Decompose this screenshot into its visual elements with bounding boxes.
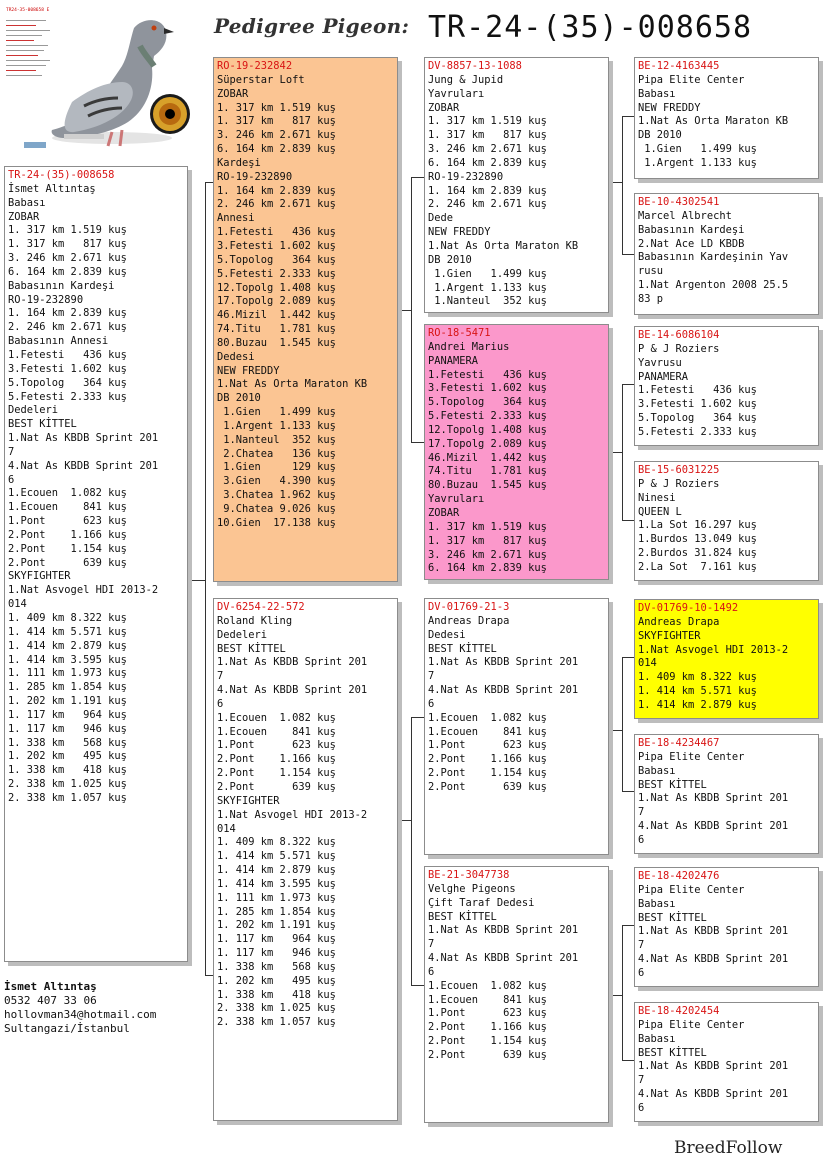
pedigree-line: 3. 246 km 2.671 kuş: [428, 143, 547, 156]
pedigree-line: 2.Burdos 31.824 kuş: [638, 547, 757, 560]
pedigree-line: Kardeşi: [217, 156, 261, 169]
pedigree-line: 2.Nat Ace LD KBDB: [638, 237, 745, 250]
pedigree-line: 80.Buzau 1.545 kuş: [428, 479, 547, 492]
pedigree-line: 5.Topolog 364 kuş: [8, 376, 127, 389]
pedigree-line: BEST KİTTEL: [428, 910, 497, 923]
pedigree-line: 6: [638, 966, 645, 979]
pedigree-line: Andreas Drapa: [638, 615, 720, 628]
pedigree-line: 1. 414 km 2.879 kuş: [8, 639, 127, 652]
pedigree-line: 014: [217, 822, 236, 835]
pedigree-box-dam-sire-dam[interactable]: [634, 734, 819, 854]
connector-line: [205, 182, 213, 183]
ring-number: DV-01769-21-3: [428, 601, 510, 613]
pedigree-line: 1.Gien 1.499 kuş: [638, 143, 757, 156]
pedigree-line: 1.Pont 623 kuş: [8, 515, 127, 528]
pedigree-line: 5.Topolog 364 kuş: [217, 253, 336, 266]
pedigree-box-dam-sire[interactable]: [424, 598, 609, 855]
pedigree-line: 3. 246 km 2.671 kuş: [8, 252, 127, 265]
ring-number: BE-21-3047738: [428, 869, 510, 881]
pedigree-line: 1. 414 km 3.595 kuş: [217, 877, 336, 890]
pedigree-line: 1.Nanteul 352 kuş: [428, 295, 547, 308]
pedigree-line: rusu: [638, 265, 664, 278]
pedigree-line: 1.Fetesti 436 kuş: [428, 368, 547, 381]
pedigree-line: BEST KİTTEL: [217, 642, 286, 655]
pedigree-line: Babasının Kardeşi: [638, 223, 745, 236]
pedigree-line: 1. 338 km 568 kuş: [217, 960, 336, 973]
pedigree-line: Andrei Marius: [428, 340, 510, 353]
pedigree-line: 74.Titu 1.781 kuş: [217, 323, 336, 336]
pedigree-line: 1. 317 km 1.519 kuş: [8, 224, 127, 237]
pedigree-line: Babası: [638, 1032, 676, 1045]
pedigree-line: 1.Nat As KBDB Sprint 201: [638, 792, 789, 805]
pedigree-line: 6. 164 km 2.839 kuş: [8, 265, 127, 278]
connector-line: [205, 182, 206, 975]
pedigree-line: 5.Topolog 364 kuş: [638, 412, 757, 425]
pedigree-line: 9.Chatea 9.026 kuş: [217, 503, 336, 515]
pedigree-line: 7: [638, 806, 645, 819]
pedigree-line: 2.Pont 1.154 kuş: [217, 767, 336, 780]
owner-phone[interactable]: 0532 407 33 06: [4, 994, 97, 1007]
pedigree-line: Pipa Elite Center: [638, 73, 745, 86]
pedigree-line: 12.Topolg 1.408 kuş: [217, 281, 336, 294]
pedigree-line: SKYFIGHTER: [638, 629, 701, 642]
pedigree-line: SKYFIGHTER: [217, 794, 280, 807]
subject-ring-number: TR-24-(35)-008658: [428, 10, 753, 45]
connector-line: [622, 116, 634, 117]
pedigree-line: 1. 338 km 568 kuş: [8, 736, 127, 749]
page-title: Pedigree Pigeon:: [214, 14, 410, 38]
pedigree-line: Babası: [8, 196, 46, 209]
pedigree-line: 5.Fetesti 2.333 kuş: [217, 267, 336, 280]
pedigree-box-dam-dam-dam[interactable]: [634, 1002, 819, 1122]
pedigree-box-sire-sire[interactable]: [424, 57, 609, 313]
pedigree-line: 1. 414 km 5.571 kuş: [8, 625, 127, 638]
pedigree-line: 1. 111 km 1.973 kuş: [8, 667, 127, 680]
ring-number: BE-12-4163445: [638, 60, 720, 72]
pedigree-line: Babasının Kardeşi: [8, 279, 115, 292]
connector-line: [609, 995, 623, 996]
pedigree-line: 80.Buzau 1.545 kuş: [217, 336, 336, 349]
pedigree-line: 4.Nat As KBDB Sprint 201: [638, 953, 789, 966]
pedigree-line: P & J Roziers: [638, 342, 720, 355]
ring-number: BE-10-4302541: [638, 196, 720, 208]
pedigree-line: 2.Pont 1.166 kuş: [217, 753, 336, 766]
connector-line: [411, 177, 424, 178]
pedigree-line: PANAMERA: [428, 354, 479, 367]
pedigree-line: 1.Nat As KBDB Sprint 201: [638, 925, 789, 938]
pedigree-line: RO-19-232890: [8, 293, 84, 306]
pedigree-line: 1. 164 km 2.839 kuş: [8, 307, 127, 320]
pedigree-line: 1.Argent 1.133 kuş: [638, 156, 757, 169]
pedigree-line: 2.Pont 639 kuş: [428, 1048, 547, 1061]
pedigree-line: 1.La Sot 16.297 kuş: [638, 519, 757, 532]
pedigree-line: 1.Fetesti 436 kuş: [217, 226, 336, 239]
pedigree-line: 1. 202 km 1.191 kuş: [217, 919, 336, 932]
pedigree-box-sire-dam-dam[interactable]: [634, 461, 819, 581]
pedigree-line: 1. 285 km 1.854 kuş: [217, 905, 336, 918]
pedigree-line: Süperstar Loft: [217, 73, 305, 86]
pedigree-line: ZOBAR: [428, 506, 460, 519]
pedigree-line: 1.Gien 129 kuş: [217, 461, 336, 474]
pigeon-thumbnail[interactable]: [4, 6, 190, 158]
pedigree-line: 1. 409 km 8.322 kuş: [8, 612, 127, 624]
pedigree-line: 1.Ecouen 841 kuş: [428, 725, 547, 738]
pedigree-line: 6. 164 km 2.839 kuş: [428, 562, 547, 575]
pedigree-line: 1.Fetesti 436 kuş: [8, 348, 127, 361]
pedigree-line: 1.Ecouen 1.082 kuş: [428, 711, 547, 724]
connector-line: [622, 925, 623, 1060]
pedigree-line: Babası: [638, 764, 676, 777]
pedigree-line: 2.Chatea 136 kuş: [217, 447, 336, 460]
ring-number: DV-01769-10-1492: [638, 602, 739, 614]
pedigree-line: 1. 317 km 1.519 kuş: [217, 101, 336, 114]
pedigree-line: 2.Pont 1.166 kuş: [8, 528, 127, 541]
pedigree-line: 1. 414 km 5.571 kuş: [217, 850, 336, 863]
pedigree-line: 1. 202 km 495 kuş: [217, 974, 336, 987]
pedigree-line: QUEEN L: [638, 505, 682, 518]
pedigree-line: ZOBAR: [217, 87, 249, 100]
pedigree-line: 1. 317 km 817 kuş: [217, 115, 336, 128]
pedigree-line: NEW FREDDY: [217, 364, 280, 377]
pedigree-line: 3.Fetesti 1.602 kuş: [428, 382, 547, 395]
connector-line: [411, 717, 412, 985]
connector-line: [205, 975, 213, 976]
pedigree-line: PANAMERA: [638, 370, 689, 383]
pedigree-line: 1. 202 km 495 kuş: [8, 750, 127, 763]
pedigree-line: 1. 414 km 2.879 kuş: [638, 698, 757, 711]
pedigree-line: 1.Nanteul 352 kuş: [217, 433, 336, 446]
pedigree-line: 3.Gien 4.390 kuş: [217, 475, 336, 488]
pedigree-line: 1. 317 km 817 kuş: [8, 238, 127, 251]
ring-number: BE-18-4234467: [638, 737, 720, 749]
pedigree-line: 1. 117 km 946 kuş: [8, 722, 127, 735]
pedigree-line: 2. 246 km 2.671 kuş: [8, 321, 127, 334]
pedigree-line: Jung & Jupid: [428, 73, 504, 86]
pedigree-line: 1.Nat As Orta Maraton KB: [638, 115, 789, 128]
pedigree-line: 014: [638, 657, 657, 670]
pedigree-line: 6. 164 km 2.839 kuş: [428, 156, 547, 169]
connector-line: [411, 177, 412, 442]
pedigree-line: 1. 414 km 3.595 kuş: [8, 653, 127, 666]
pedigree-line: 1. 117 km 964 kuş: [217, 933, 336, 946]
pedigree-line: 1.Nat As KBDB Sprint 201: [428, 656, 579, 669]
pedigree-line: 1.Ecouen 841 kuş: [428, 993, 547, 1006]
owner-contact: [4, 980, 156, 1036]
pedigree-line: 6: [428, 697, 435, 710]
pedigree-line: 1.Gien 1.499 kuş: [428, 267, 547, 280]
pedigree-line: Çift Taraf Dedesi: [428, 896, 535, 909]
pedigree-line: 1.Burdos 13.049 kuş: [638, 533, 757, 546]
pedigree-box-sire-sire-dam[interactable]: [634, 193, 819, 315]
pedigree-line: 1. 285 km 1.854 kuş: [8, 681, 127, 694]
pedigree-line: 2.Pont 1.166 kuş: [428, 1021, 547, 1034]
pedigree-box-sire[interactable]: [213, 57, 398, 582]
pedigree-line: 4.Nat As KBDB Sprint 201: [8, 459, 159, 472]
connector-line: [411, 442, 424, 443]
pedigree-line: 46.Mizil 1.442 kuş: [217, 309, 336, 322]
pedigree-line: 1.Ecouen 841 kuş: [8, 501, 127, 514]
pedigree-line: 5.Fetesti 2.333 kuş: [428, 410, 547, 423]
ring-number: RO-19-232842: [217, 60, 293, 72]
pedigree-line: 1.Nat Asvogel HDI 2013-2: [8, 584, 159, 597]
connector-line: [411, 985, 424, 986]
pedigree-line: Andreas Drapa: [428, 614, 510, 627]
pedigree-line: 2.Pont 1.154 kuş: [8, 542, 127, 555]
pedigree-line: 1. 117 km 946 kuş: [217, 947, 336, 960]
pedigree-line: Babası: [638, 897, 676, 910]
pedigree-line: Dedesi: [428, 628, 466, 641]
pedigree-line: SKYFIGHTER: [8, 570, 71, 583]
pedigree-line: Dedeleri: [217, 628, 268, 641]
pedigree-line: P & J Roziers: [638, 477, 720, 490]
pedigree-line: 3.Fetesti 1.602 kuş: [8, 362, 127, 375]
pedigree-line: ZOBAR: [8, 210, 40, 223]
pedigree-line: 1.Nat Asvogel HDI 2013-2: [638, 643, 789, 656]
owner-name: İsmet Altıntaş: [4, 980, 97, 993]
pedigree-line: 4.Nat As KBDB Sprint 201: [428, 684, 579, 697]
pedigree-line: 1.Argent 1.133 kuş: [217, 419, 336, 432]
pedigree-line: 1.Ecouen 1.082 kuş: [8, 487, 127, 500]
pedigree-line: 2. 246 km 2.671 kuş: [428, 198, 547, 211]
pedigree-line: 7: [428, 670, 435, 683]
pedigree-line: 6: [638, 833, 645, 846]
pedigree-line: 1. 317 km 1.519 kuş: [428, 115, 547, 128]
pedigree-line: 1. 414 km 5.571 kuş: [638, 685, 757, 698]
pedigree-line: 3.Fetesti 1.602 kuş: [217, 239, 336, 252]
pedigree-line: 17.Topolg 2.089 kuş: [428, 437, 547, 450]
pedigree-line: 1. 414 km 2.879 kuş: [217, 864, 336, 877]
connector-line: [622, 657, 634, 658]
connector-line: [622, 657, 623, 791]
pedigree-line: Velghe Pigeons: [428, 882, 516, 895]
connector-line: [609, 452, 623, 453]
pedigree-line: Roland Kling: [217, 614, 293, 627]
pedigree-line: Babası: [638, 87, 676, 100]
pedigree-line: 1. 164 km 2.839 kuş: [217, 184, 336, 197]
pedigree-line: 1.Nat As KBDB Sprint 201: [8, 432, 159, 445]
pedigree-line: 7: [8, 445, 15, 458]
pedigree-line: 4.Nat As KBDB Sprint 201: [428, 952, 579, 965]
pedigree-line: 3.Fetesti 1.602 kuş: [638, 398, 757, 411]
pedigree-line: 74.Titu 1.781 kuş: [428, 465, 547, 478]
pedigree-line: Babasının Kardeşinin Yav: [638, 251, 789, 264]
pedigree-line: 2.La Sot 7.161 kuş: [638, 560, 757, 573]
pedigree-line: 5.Topolog 364 kuş: [428, 396, 547, 409]
pedigree-line: 1. 317 km 817 kuş: [428, 534, 547, 547]
pedigree-line: 83 p: [638, 292, 664, 305]
pedigree-line: Babasının Annesi: [8, 335, 109, 348]
pedigree-line: 7: [638, 939, 645, 952]
ring-number: RO-18-5471: [428, 327, 491, 339]
pedigree-line: BEST KİTTEL: [638, 911, 707, 924]
pedigree-line: 2. 338 km 1.025 kuş: [217, 1002, 336, 1015]
pedigree-line: 3. 246 km 2.671 kuş: [217, 129, 336, 142]
connector-line: [609, 730, 623, 731]
connector-line: [622, 520, 634, 521]
pedigree-line: 6: [8, 473, 15, 486]
pedigree-box-dam-dam-sire[interactable]: [634, 867, 819, 987]
pedigree-box-dam-sire-sire[interactable]: [634, 599, 819, 719]
pedigree-line: BEST KİTTEL: [638, 1046, 707, 1059]
ring-number: TR-24-(35)-008658: [8, 169, 115, 181]
pedigree-line: Pipa Elite Center: [638, 750, 745, 763]
pedigree-line: Yavruları: [428, 87, 485, 100]
pedigree-line: 6. 164 km 2.839 kuş: [217, 143, 336, 156]
pedigree-line: 4.Nat As KBDB Sprint 201: [638, 820, 789, 833]
ring-number: BE-14-6086104: [638, 329, 720, 341]
pedigree-line: NEW FREDDY: [638, 101, 701, 114]
pedigree-line: 5.Fetesti 2.333 kuş: [8, 390, 127, 403]
pedigree-line: 1.Nat Asvogel HDI 2013-2: [217, 808, 368, 821]
pedigree-line: 1.Ecouen 1.082 kuş: [428, 979, 547, 992]
pedigree-line: Dedesi: [217, 350, 255, 363]
pedigree-line: 1.Ecouen 841 kuş: [217, 725, 336, 738]
pedigree-line: 5.Fetesti 2.333 kuş: [638, 425, 757, 438]
pedigree-line: 1.Ecouen 1.082 kuş: [217, 711, 336, 724]
pedigree-line: Yavrusu: [638, 356, 682, 369]
pedigree-line: 1. 164 km 2.839 kuş: [428, 184, 547, 197]
connector-line: [411, 717, 424, 718]
ring-number: BE-18-4202454: [638, 1005, 720, 1017]
pedigree-line: Annesi: [217, 212, 255, 225]
pedigree-line: 6: [217, 697, 224, 710]
pedigree-line: İsmet Altıntaş: [8, 182, 96, 195]
pedigree-line: 7: [638, 1074, 645, 1087]
owner-city: Sultangazi/İstanbul: [4, 1022, 130, 1035]
pedigree-line: DB 2010: [217, 392, 261, 405]
pedigree-line: 1.Nat As Orta Maraton KB: [217, 378, 368, 391]
pigeon-image: [4, 6, 190, 158]
pedigree-line: 1.Nat As KBDB Sprint 201: [638, 1060, 789, 1073]
pedigree-line: 2. 246 km 2.671 kuş: [217, 198, 336, 211]
pedigree-line: 2.Pont 1.154 kuş: [428, 1035, 547, 1048]
pedigree-line: 3. 246 km 2.671 kuş: [428, 548, 547, 561]
pedigree-box-dam[interactable]: [213, 598, 398, 1121]
pedigree-line: 2. 338 km 1.057 kuş: [217, 1016, 336, 1029]
pedigree-line: RO-19-232890: [428, 170, 504, 183]
owner-email[interactable]: hollovman34@hotmail.com: [4, 1008, 157, 1021]
pedigree-line: Dedeleri: [8, 404, 59, 417]
pedigree-line: Marcel Albrecht: [638, 209, 732, 222]
pedigree-line: Ninesi: [638, 491, 676, 504]
pedigree-line: 1. 202 km 1.191 kuş: [8, 695, 127, 708]
pedigree-line: RO-19-232890: [217, 170, 293, 183]
connector-line: [622, 254, 634, 255]
pedigree-box-sire-dam[interactable]: [424, 324, 609, 580]
pedigree-line: ZOBAR: [428, 101, 460, 114]
pedigree-line: 1. 338 km 418 kuş: [217, 988, 336, 1001]
pedigree-line: 1.Gien 1.499 kuş: [217, 406, 336, 419]
pedigree-line: 1. 117 km 964 kuş: [8, 708, 127, 721]
brand-logo[interactable]: BreedFollow: [674, 1138, 783, 1158]
connector-line: [622, 925, 634, 926]
pedigree-line: 1.Fetesti 436 kuş: [638, 384, 757, 397]
pedigree-line: 1. 409 km 8.322 kuş: [217, 836, 336, 849]
pedigree-line: 1. 111 km 1.973 kuş: [217, 891, 336, 904]
pedigree-line: Dede: [428, 212, 454, 225]
pedigree-line: 2.Pont 1.166 kuş: [428, 753, 547, 766]
pedigree-line: DB 2010: [638, 129, 682, 142]
pedigree-box-sire-dam-sire[interactable]: [634, 326, 819, 446]
thumbnail-text: TR24-35-008658 E: [6, 8, 50, 13]
pedigree-line: 12.Topolg 1.408 kuş: [428, 423, 547, 436]
pedigree-line: 1. 338 km 418 kuş: [8, 764, 127, 777]
pedigree-line: 1.Nat As KBDB Sprint 201: [428, 924, 579, 937]
pedigree-line: 6: [428, 965, 435, 978]
pedigree-line: 2. 338 km 1.025 kuş: [8, 778, 127, 791]
pedigree-line: 10.Gien 17.138 kuş: [217, 516, 336, 529]
pedigree-line: 1.Nat Argenton 2008 25.5: [638, 279, 789, 292]
pedigree-line: 1. 409 km 8.322 kuş: [638, 671, 757, 684]
pedigree-line: BEST KİTTEL: [8, 418, 77, 431]
pedigree-line: 17.Topolg 2.089 kuş: [217, 295, 336, 308]
pedigree-line: 1.Pont 623 kuş: [428, 739, 547, 752]
connector-line: [398, 820, 412, 821]
pedigree-line: 1.Argent 1.133 kuş: [428, 281, 547, 294]
pedigree-line: 7: [217, 670, 224, 683]
connector-line: [622, 384, 623, 520]
pedigree-line: 014: [8, 598, 27, 611]
pedigree-line: 1. 317 km 1.519 kuş: [428, 520, 547, 533]
ring-number: BE-15-6031225: [638, 464, 720, 476]
connector-line: [188, 580, 206, 581]
pedigree-line: 2.Pont 1.154 kuş: [428, 767, 547, 780]
connector-line: [622, 384, 634, 385]
pedigree-line: 2.Pont 639 kuş: [428, 780, 547, 793]
pedigree-line: 46.Mizil 1.442 kuş: [428, 451, 547, 464]
connector-line: [622, 791, 634, 792]
ring-number: BE-18-4202476: [638, 870, 720, 882]
pedigree-line: BEST KİTTEL: [638, 778, 707, 791]
pedigree-line: 2. 338 km 1.057 kuş: [8, 791, 127, 804]
connector-line: [622, 116, 623, 254]
pedigree-line: 1. 317 km 817 kuş: [428, 129, 547, 142]
pedigree-line: 4.Nat As KBDB Sprint 201: [638, 1088, 789, 1101]
ring-number: DV-8857-13-1088: [428, 60, 522, 72]
pedigree-line: 6: [638, 1101, 645, 1114]
pedigree-line: 4.Nat As KBDB Sprint 201: [217, 684, 368, 697]
pedigree-line: 1.Nat As Orta Maraton KB: [428, 239, 579, 252]
pedigree-box-subject[interactable]: [4, 166, 188, 962]
pedigree-line: 2.Pont 639 kuş: [8, 556, 127, 569]
connector-line: [609, 182, 623, 183]
connector-line: [398, 310, 412, 311]
pedigree-line: BEST KİTTEL: [428, 642, 497, 655]
pedigree-line: DB 2010: [428, 253, 472, 266]
pedigree-line: 3.Chatea 1.962 kuş: [217, 489, 336, 502]
pedigree-line: 1.Pont 623 kuş: [428, 1007, 547, 1020]
pedigree-line: Pipa Elite Center: [638, 1018, 745, 1031]
pedigree-line: 7: [428, 938, 435, 951]
ring-number: DV-6254-22-572: [217, 601, 305, 613]
pedigree-line: 2.Pont 639 kuş: [217, 780, 336, 793]
pedigree-box-dam-dam[interactable]: [424, 866, 609, 1123]
pedigree-line: Yavruları: [428, 493, 485, 506]
pedigree-line: NEW FREDDY: [428, 226, 491, 239]
pedigree-line: 1.Pont 623 kuş: [217, 739, 336, 752]
pedigree-box-sire-sire-sire[interactable]: [634, 57, 819, 179]
connector-line: [622, 1060, 634, 1061]
pedigree-line: 1.Nat As KBDB Sprint 201: [217, 656, 368, 669]
pedigree-line: Pipa Elite Center: [638, 883, 745, 896]
